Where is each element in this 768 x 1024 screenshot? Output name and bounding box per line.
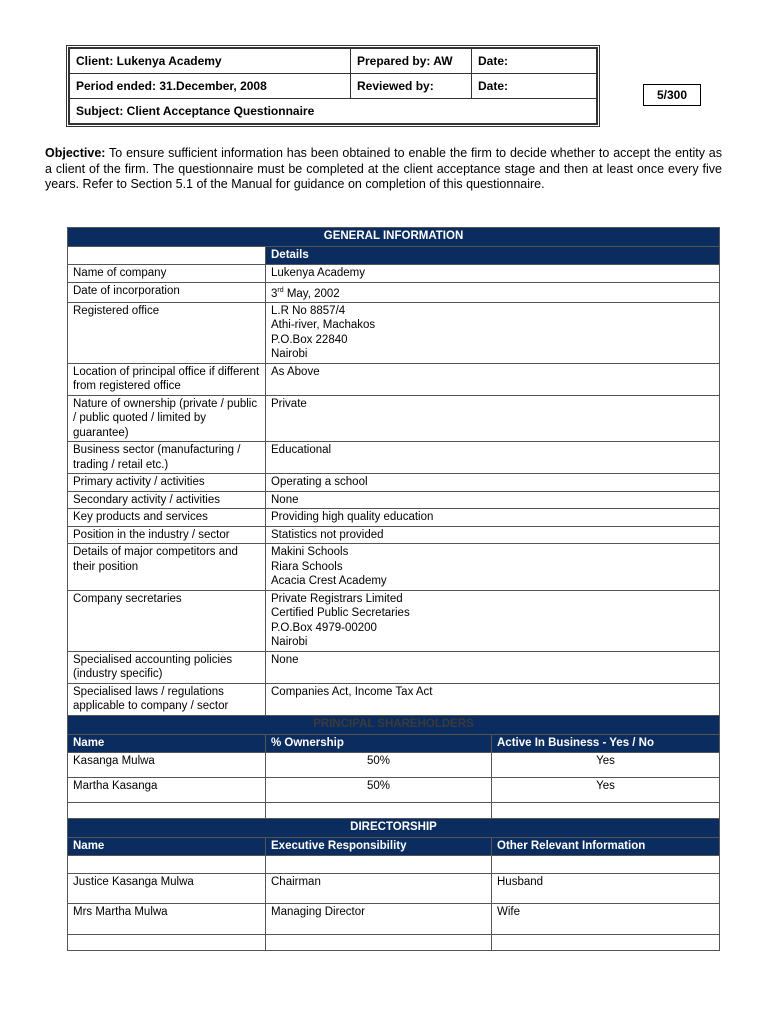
shareholder-name: Kasanga Mulwa [68, 752, 266, 777]
director-responsibility: Chairman [266, 873, 492, 903]
period-cell: Period ended: 31.December, 2008 [70, 74, 351, 99]
column-header: Other Relevant Information [492, 837, 720, 855]
shareholder-active: Yes [492, 752, 720, 777]
director-responsibility: Managing Director [266, 903, 492, 934]
reference-number: 5/300 [643, 84, 701, 106]
director-info: Husband [492, 873, 720, 903]
table-row [68, 526, 720, 544]
client-cell: Client: Lukenya Academy [70, 49, 351, 74]
blank-header-cell [68, 247, 266, 265]
directorship-header [68, 818, 720, 837]
row-label: Date of incorporation [68, 282, 266, 302]
row-label: Location of principal office if different from registered office [68, 363, 266, 395]
principal-shareholders-header [68, 715, 720, 734]
row-value: Statistics not provided [266, 526, 720, 544]
row-value: L.R No 8857/4 Athi-river, Machakos P.O.Box 22840 Nairobi [266, 302, 720, 363]
section-title: GENERAL INFORMATION [68, 228, 720, 247]
details-header: Details [266, 247, 720, 265]
prepared-by-cell: Prepared by: AW [351, 49, 472, 74]
row-label: Nature of ownership (private / public / public quoted / limited by guarantee) [68, 395, 266, 442]
objective-text: To ensure sufficient information has been obtained to enable the firm to decide whether to accept the entity as a client of the firm. The questionnaire must be completed at the client acceptance stage and then at least once every five years. Refer to Section 5.1 of the Manual for guidance on completion of this questionnaire. [45, 146, 722, 191]
table-row [68, 683, 720, 715]
director-name: Mrs Martha Mulwa [68, 903, 266, 934]
row-label: Position in the industry / sector [68, 526, 266, 544]
table-row [68, 442, 720, 474]
row-label: Specialised accounting policies (industry specific) [68, 651, 266, 683]
row-value: Lukenya Academy [266, 265, 720, 283]
row-value: Educational [266, 442, 720, 474]
row-value: Private Registrars Limited Certified Public Secretaries P.O.Box 4979-00200 Nairobi [266, 590, 720, 651]
section-title: DIRECTORSHIP [68, 818, 720, 837]
column-header: % Ownership [266, 734, 492, 752]
table-row [68, 777, 720, 802]
section-title: PRINCIPAL SHAREHOLDERS [68, 715, 720, 734]
date-cell-1: Date: [472, 49, 597, 74]
empty-row [68, 802, 720, 818]
row-label: Name of company [68, 265, 266, 283]
directorship-columns-row [68, 837, 720, 855]
table-row [68, 474, 720, 492]
questionnaire-table [67, 227, 720, 951]
column-header: Executive Responsibility [266, 837, 492, 855]
subject-cell: Subject: Client Acceptance Questionnaire [70, 99, 597, 124]
shareholder-ownership: 50% [266, 777, 492, 802]
empty-row [68, 934, 720, 950]
row-label: Primary activity / activities [68, 474, 266, 492]
row-value: None [266, 651, 720, 683]
document-header-box [66, 45, 600, 127]
empty-row [68, 855, 720, 873]
column-header: Name [68, 837, 266, 855]
objective-label: Objective: [45, 146, 106, 160]
table-row [68, 265, 720, 283]
row-value: 3rd May, 2002 [266, 282, 720, 302]
reviewed-by-cell: Reviewed by: [351, 74, 472, 99]
date-cell-2: Date: [472, 74, 597, 99]
row-label: Registered office [68, 302, 266, 363]
director-name: Justice Kasanga Mulwa [68, 873, 266, 903]
row-value: Companies Act, Income Tax Act [266, 683, 720, 715]
row-value: Providing high quality education [266, 509, 720, 527]
row-value: None [266, 491, 720, 509]
shareholder-ownership: 50% [266, 752, 492, 777]
table-row [68, 903, 720, 934]
row-label: Company secretaries [68, 590, 266, 651]
row-label: Key products and services [68, 509, 266, 527]
objective-paragraph [45, 146, 722, 193]
general-information-header [68, 228, 720, 247]
row-label: Secondary activity / activities [68, 491, 266, 509]
table-row [68, 395, 720, 442]
table-row [68, 302, 720, 363]
row-value: Private [266, 395, 720, 442]
table-row [68, 491, 720, 509]
row-label: Specialised laws / regulations applicable to company / sector [68, 683, 266, 715]
shareholders-columns-row [68, 734, 720, 752]
director-info: Wife [492, 903, 720, 934]
shareholder-active: Yes [492, 777, 720, 802]
row-label: Details of major competitors and their position [68, 544, 266, 591]
row-value: As Above [266, 363, 720, 395]
column-header: Active In Business - Yes / No [492, 734, 720, 752]
table-row [68, 590, 720, 651]
table-row [68, 651, 720, 683]
column-header: Name [68, 734, 266, 752]
details-header-row [68, 247, 720, 265]
table-row [68, 363, 720, 395]
row-value: Makini Schools Riara Schools Acacia Crest Academy [266, 544, 720, 591]
table-row [68, 873, 720, 903]
table-row [68, 752, 720, 777]
table-row [68, 544, 720, 591]
row-label: Business sector (manufacturing / trading / retail etc.) [68, 442, 266, 474]
table-row [68, 509, 720, 527]
row-value: Operating a school [266, 474, 720, 492]
shareholder-name: Martha Kasanga [68, 777, 266, 802]
table-row [68, 282, 720, 302]
